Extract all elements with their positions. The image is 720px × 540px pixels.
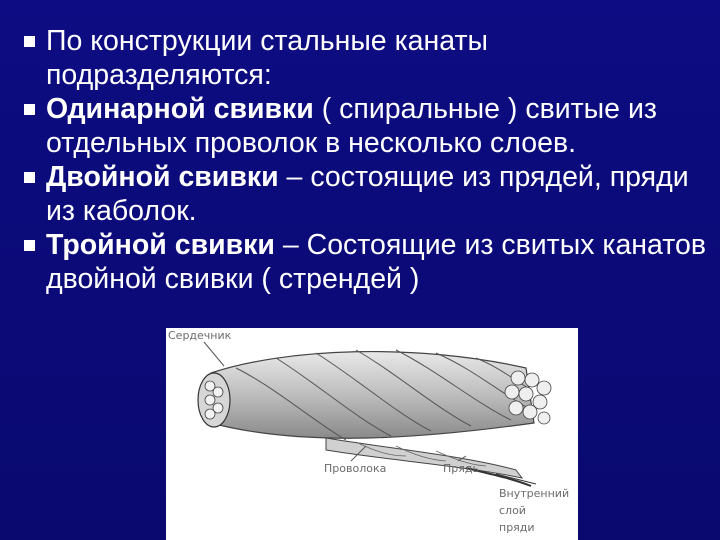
bullet-square-icon bbox=[24, 172, 35, 183]
bullet-square-icon bbox=[24, 240, 35, 251]
bullet-item-triple-lay bbox=[16, 228, 716, 296]
label-core: Сердечник bbox=[168, 329, 232, 342]
bullet-text: По конструкции стальные канаты подразделяются: bbox=[46, 25, 489, 91]
rope-figure bbox=[166, 328, 578, 540]
bullet-term: Одинарной свивки bbox=[46, 93, 314, 125]
label-inner-layer: Внутренний слой пряди bbox=[499, 487, 570, 534]
bullet-item-intro bbox=[16, 24, 716, 92]
bullet-term: Тройной свивки bbox=[46, 229, 275, 261]
bullet-text: – Состоящие из свитых канатов двойной свивки ( стрендей ) bbox=[46, 229, 706, 295]
label-strand: Прядь bbox=[443, 462, 479, 475]
bullet-square-icon bbox=[24, 104, 35, 115]
core-leader-line bbox=[204, 342, 224, 366]
bullet-text: ( спиральные ) свитые из отдельных проволок в несколько слоев. bbox=[46, 93, 657, 159]
bullet-item-single-lay bbox=[16, 92, 716, 160]
bullet-term: Двойной свивки bbox=[46, 161, 279, 193]
slide-text bbox=[16, 24, 716, 296]
bullet-square-icon bbox=[24, 36, 35, 47]
label-wire: Проволока bbox=[324, 462, 387, 475]
bullet-text: – состоящие из прядей, пряди из каболок. bbox=[46, 161, 689, 227]
bullet-item-double-lay bbox=[16, 160, 716, 228]
